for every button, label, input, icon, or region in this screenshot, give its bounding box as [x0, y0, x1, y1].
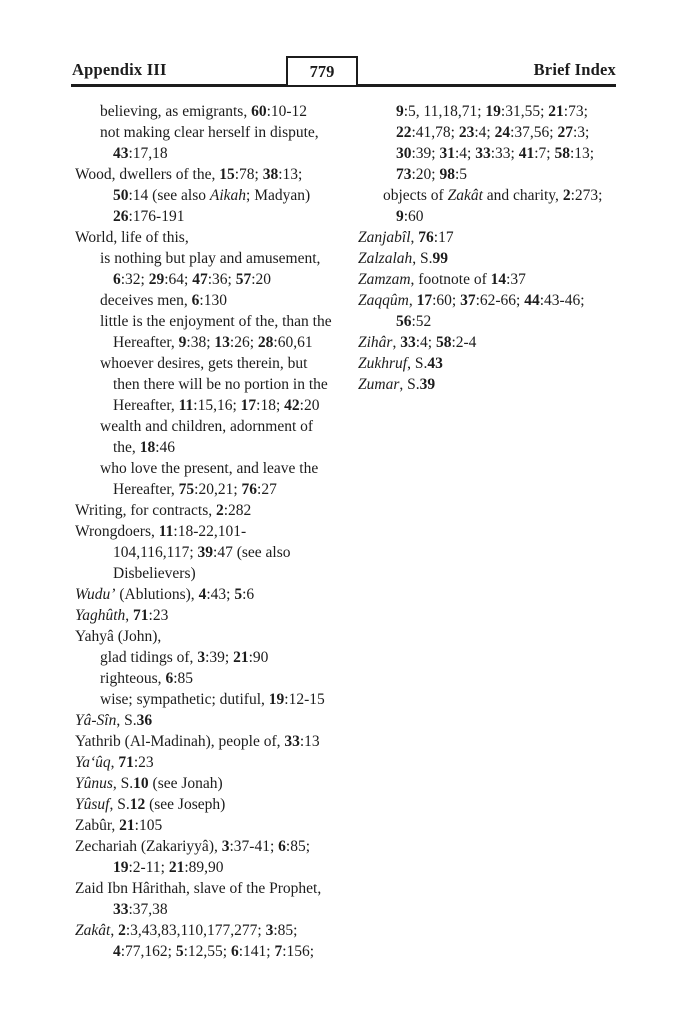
index-line: Wood, dwellers of the, 15:78; 38:13; [75, 166, 303, 183]
index-line: World, life of this, [75, 229, 189, 246]
index-line: Zanjabîl, 76:17 [358, 229, 454, 246]
index-line: wise; sympathetic; dutiful, 19:12-15 [100, 691, 325, 708]
index-line: 26:176-191 [113, 208, 185, 225]
index-line: 22:41,78; 23:4; 24:37,56; 27:3; [396, 124, 590, 141]
index-line: is nothing but play and amusement, [100, 250, 321, 267]
page-number-box [286, 56, 358, 87]
index-line: wealth and children, adornment of [100, 418, 314, 435]
index-line: Yûnus, S.10 (see Jonah) [75, 775, 223, 792]
index-line: 50:14 (see also Aikah; Madyan) [113, 187, 311, 204]
index-title: Brief Index [533, 60, 616, 79]
index-line: righteous, 6:85 [100, 670, 193, 687]
page-number: 779 [309, 61, 335, 81]
index-line: 33:37,38 [113, 901, 168, 918]
index-line: 104,116,117; 39:47 (see also [113, 544, 291, 561]
appendix-label: Appendix III [72, 60, 167, 79]
index-line: 19:2-11; 21:89,90 [113, 859, 224, 876]
index-line: Yûsuf, S.12 (see Joseph) [75, 796, 226, 813]
index-line: Disbelievers) [113, 565, 196, 582]
index-line: Ya‘ûq, 71:23 [75, 754, 154, 771]
index-line: 73:20; 98:5 [396, 166, 468, 183]
index-line: the, 18:46 [113, 439, 175, 456]
index-line: 30:39; 31:4; 33:33; 41:7; 58:13; [396, 145, 595, 162]
index-line: believing, as emigrants, 60:10-12 [100, 103, 308, 120]
index-line: Yahyâ (John), [75, 628, 162, 645]
index-line: Zumar, S.39 [358, 376, 436, 393]
index-line: Zabûr, 21:105 [75, 817, 163, 834]
index-line: whoever desires, gets therein, but [100, 355, 308, 372]
index-line: 43:17,18 [113, 145, 168, 162]
index-line: Yathrib (Al-Madinah), people of, 33:13 [75, 733, 320, 750]
index-line: who love the present, and leave the [100, 460, 319, 477]
index-line: 6:32; 29:64; 47:36; 57:20 [113, 271, 272, 288]
index-line: Wudu’ (Ablutions), 4:43; 5:6 [75, 586, 255, 603]
index-line: Hereafter, 75:20,21; 76:27 [113, 481, 277, 498]
index-line: glad tidings of, 3:39; 21:90 [100, 649, 269, 666]
index-line: Yâ-Sîn, S.36 [75, 712, 153, 729]
index-line: objects of Zakât and charity, 2:273; [383, 187, 603, 204]
index-line: 56:52 [396, 313, 432, 330]
index-line: Zalzalah, S.99 [358, 250, 449, 267]
index-line: 4:77,162; 5:12,55; 6:141; 7:156; [113, 943, 315, 960]
index-line: little is the enjoyment of the, than the [100, 313, 332, 330]
index-line: Zukhruf, S.43 [358, 355, 443, 372]
index-line: Zaid Ibn Hârithah, slave of the Prophet, [75, 880, 322, 897]
index-line: deceives men, 6:130 [100, 292, 227, 309]
page-header [71, 58, 616, 87]
index-left-column [75, 101, 367, 962]
index-line: Hereafter, 11:15,16; 17:18; 42:20 [113, 397, 320, 414]
index-line: 9:60 [396, 208, 424, 225]
index-line: Hereafter, 9:38; 13:26; 28:60,61 [113, 334, 313, 351]
index-line: Writing, for contracts, 2:282 [75, 502, 252, 519]
index-line: Yaghûth, 71:23 [75, 607, 169, 624]
index-right-column [358, 101, 644, 395]
index-line: 9:5, 11,18,71; 19:31,55; 21:73; [396, 103, 588, 120]
index-line: Zakât, 2:3,43,83,110,177,277; 3:85; [75, 922, 298, 939]
index-line: Zamzam, footnote of 14:37 [358, 271, 526, 288]
index-line: Zaqqûm, 17:60; 37:62-66; 44:43-46; [358, 292, 585, 309]
index-line: not making clear herself in dispute, [100, 124, 319, 141]
index-line: Zechariah (Zakariyyâ), 3:37-41; 6:85; [75, 838, 311, 855]
index-line: Zihâr, 33:4; 58:2-4 [358, 334, 477, 351]
index-line: Wrongdoers, 11:18-22,101- [75, 523, 247, 540]
index-line: then there will be no portion in the [113, 376, 328, 393]
